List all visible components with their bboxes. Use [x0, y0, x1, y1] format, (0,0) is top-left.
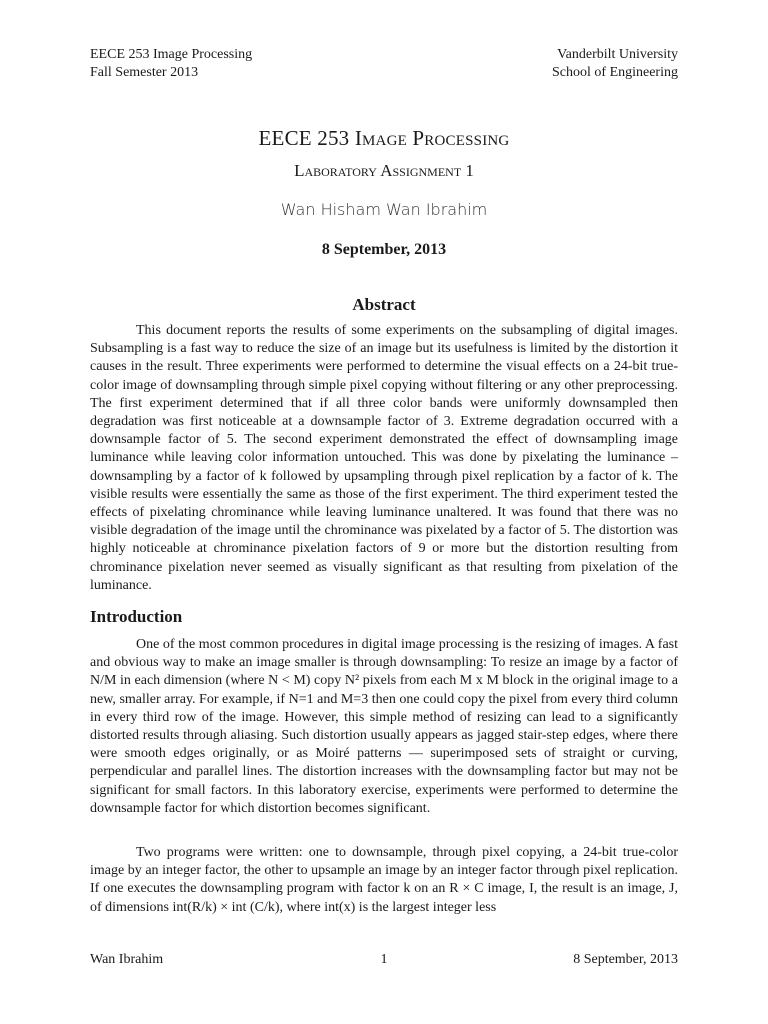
- course-name: EECE 253 Image Processing: [90, 47, 253, 62]
- document-title: EECE 253 Image Processing: [258, 126, 510, 150]
- author-name: Wan Hisham Wan Ibrahim: [280, 200, 488, 219]
- introduction-paragraph-2: Two programs were written: one to downsample, through pixel copying, a 24-bit true-color image by an integer factor, the other to upsample an image by an integer factor through pixel replication. If one executes the downsampling program with factor k on an R × C image, I, the result is an image, J, of dimensions int(R/k) × int (C/k), where int(x) is the largest integer less: [90, 845, 678, 915]
- introduction-paragraph-1: One of the most common procedures in digital image processing is the resizing of images. A fast and obvious way to make an image smaller is through downsampling: To resize an image by a factor of N/M in each dimension (where N < M) copy N² pixels from each M x M block in the original image to a new, smaller array. For example, if N=1 and M=3 then one could copy the pixel from every third column in every third row of the image. However, this simple method of resizing can lead to a significantly distorted results through aliasing. Such distortion usually appears as jagged stair-step edges, where there were smooth edges originally, or as Moiré patterns — superimposed sets of straight or curving, perpendicular and parallel lines. The distortion increases with the downsampling factor but may not be significant for small factors. In this laboratory exercise, experiments were performed to determine the downsample factor for which distortion becomes significant.: [90, 637, 678, 816]
- school-name: School of Engineering: [552, 65, 678, 80]
- document-subtitle: Laboratory Assignment 1: [294, 161, 474, 180]
- semester: Fall Semester 2013: [90, 65, 199, 80]
- page-header: [90, 46, 678, 82]
- introduction-heading: Introduction: [90, 607, 183, 626]
- header-left: [90, 46, 252, 82]
- footer-date: 8 September, 2013: [573, 952, 678, 967]
- document-date: 8 September, 2013: [321, 241, 447, 258]
- page-number: 1: [380, 952, 388, 967]
- page-footer: [90, 952, 678, 968]
- header-right: [552, 46, 678, 82]
- abstract-text: This document reports the results of some experiments on the subsampling of digital images. Subsampling is a fast way to reduce the size of an image but its usefulness is limited by the distortion it causes in the result. Three experiments were performed to determine the visual effects on a 24-bit true-color image of downsampling through simple pixel copying without filtering or any other preprocessing. The first experiment determined that if all three color bands were uniformly downsampled then degradation was first noticeable at a downsample factor of 3. Extreme degradation occurred with a downsample factor of 5. The second experiment demonstrated the effect of downsampling image luminance while leaving color information untouched. This was done by pixelating the luminance – downsampling by a factor of k followed by upsampling through pixel replication by a factor of k. The visible results were essentially the same as those of the first experiment. The third experiment tested the effects of pixelating chrominance while leaving luminance unaltered. It was found that there was no visible degradation of the image until the chrominance was pixelated by a factor of 5. The distortion was highly noticeable at chrominance pixelation factors of 9 or more but the distortion resulting from chrominance pixelation never seemed as visually significant as that resulting from pixelation of the luminance.: [90, 323, 678, 593]
- footer-author: Wan Ibrahim: [90, 952, 164, 967]
- university-name: Vanderbilt University: [557, 47, 678, 62]
- abstract-heading: Abstract: [352, 295, 416, 314]
